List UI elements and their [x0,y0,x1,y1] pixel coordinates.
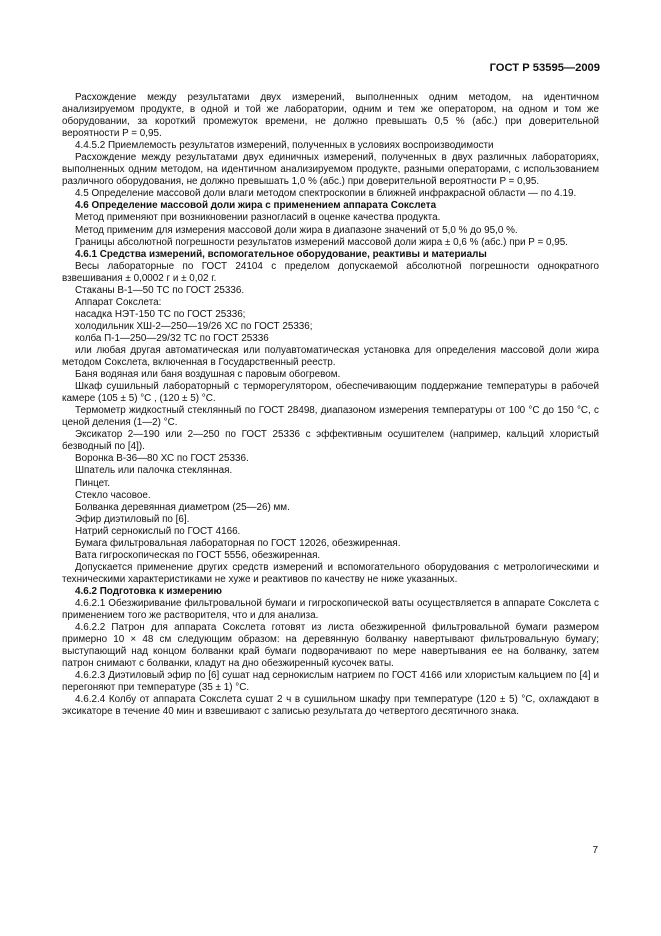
list-item-funnel: Воронка В-36—80 ХС по ГОСТ 25336. [75,453,249,465]
paragraph-repeatability: Расхождение между результатами двух измерений, выполненных одним методом, на идентичном анализируемом продукте, в одной и той же лаборатории, одним и тем же оператором, на одном и том же оборудовании, за короткий промежуток времени, не должно превышать 0,5 % (абс.) при доверительной вероятности P = 0,95. [62,92,599,140]
list-item-drying-cabinet: Шкаф сушильный лабораторный с терморегулятором, обеспечивающим поддержание температуры в рабочей камере (105 ± 5) °С , (120 ± 5) °С. [62,381,599,405]
list-item-spatula: Шпатель или палочка стеклянная. [75,465,233,477]
list-item-condenser: холодильник ХШ-2—250—19/26 ХС по ГОСТ 25336; [75,320,313,332]
paragraph-method-use: Метод применяют при возникновении разногласий в оценке качества продукта. [75,212,441,224]
section-heading-4-6: 4.6 Определение массовой доли жира с применением аппарата Сокслета [75,200,437,212]
list-item-soxhlet: Аппарат Сокслета: [75,296,162,308]
list-item-desiccator: Эксикатор 2—190 или 2—250 по ГОСТ 25336 с эффективным осушителем (например, кальций хлористый безводный по [4]). [62,429,599,453]
list-item-bath: Баня водяная или баня воздушная с паровым обогревом. [75,369,341,381]
paragraph-4-6-2-2: 4.6.2.2 Патрон для аппарата Сокслета готовят из листа обезжиренной фильтровальной бумаги размером примерно 10 × 48 см следующим образом: на деревянную болванку навертывают фильтровальную бумагу; выступающий над концом болванки край бумаги подворачивают по мере навертывания ее на болванку, затем патрон снимают с болванки, кладут на дно обезжиренный кусочек ваты. [62,622,599,670]
list-item-watch-glass: Стекло часовое. [75,489,151,501]
list-item-sodium-sulfate: Натрий сернокислый по ГОСТ 4166. [75,525,241,537]
paragraph-reproducibility: Расхождение между результатами двух единичных измерений, полученных в двух различных лабораториях, выполненных одним методом, на идентичном анализируемом продукте, разными операторами, с использованием различного оборудования, не должно превышать 1,0 % (абс.) при доверительной вероятности P = 0,95. [62,152,599,188]
paragraph-4-5: 4.5 Определение массовой доли влаги методом спектроскопии в ближней инфракрасной области — по 4.19. [75,188,577,200]
paragraph-alternatives: Допускается применение других средств измерений и вспомогательного оборудования с метрологическими и техническими характеристиками не хуже и реактивов по качеству не ниже указанных. [62,561,599,585]
document-body [62,92,599,718]
list-item-thermometer: Термометр жидкостный стеклянный по ГОСТ 28498, диапазоном измерения температуры от 100 °С до 150 °С, с ценой деления (1—2) °С. [62,405,599,429]
list-item-tweezers: Пинцет. [75,477,110,489]
list-item-wooden-blank: Болванка деревянная диаметром (25—26) мм. [75,501,290,513]
list-item-beakers: Стаканы В-1—50 ТС по ГОСТ 25336. [75,284,245,296]
paragraph-method-range: Метод применим для измерения массовой доли жира в диапазоне значений от 5,0 % до 95,0 %. [75,224,518,236]
list-item-cotton: Вата гигроскопическая по ГОСТ 5556, обезжиренная. [75,549,321,561]
list-item-nozzle: насадка НЭТ-150 ТС по ГОСТ 25336; [75,308,246,320]
section-heading-4-6-1: 4.6.1 Средства измерений, вспомогательное оборудование, реактивы и материалы [75,248,487,260]
section-heading-4-6-2: 4.6.2 Подготовка к измерению [75,585,222,597]
page-number: 7 [592,845,598,856]
paragraph-4-6-2-3: 4.6.2.3 Диэтиловый эфир по [6] сушат над сернокислым натрием по ГОСТ 4166 или хлористым кальцием по [4] и перегоняют при температуре (35 ± 1) °С. [62,670,599,694]
list-item-automatic-unit: или любая другая автоматическая или полуавтоматическая установка для определения массовой доли жира методом Сокслета, включенная в Государственный реестр. [62,344,599,369]
list-item-flask: колба П-1—250—29/32 ТС по ГОСТ 25336 [75,332,269,344]
list-item-filter-paper: Бумага фильтровальная лабораторная по ГОСТ 12026, обезжиренная. [75,537,401,549]
list-item-scales: Весы лабораторные по ГОСТ 24104 с пределом допускаемой абсолютной погрешности однократного взвешивания ± 0,0002 г и ± 0,02 г. [62,260,599,284]
paragraph-4-6-2-1: 4.6.2.1 Обезжиривание фильтровальной бумаги и гигроскопической ваты осуществляется в аппарате Сокслета с применением того же растворителя, что и для анализа. [62,597,599,622]
paragraph-reproducibility-heading: 4.4.5.2 Приемлемость результатов измерений, полученных в условиях воспроизводимости [75,140,494,152]
paragraph-error-limits: Границы абсолютной погрешности результатов измерений массовой доли жира ± 0,6 % (абс.) при P = 0,95. [75,236,568,248]
standard-header: ГОСТ Р 53595—2009 [489,62,600,74]
paragraph-4-6-2-4: 4.6.2.4 Колбу от аппарата Сокслета сушат 2 ч в сушильном шкафу при температуре (120 ± 5) °С, охлаждают в эксикаторе в течение 40 мин и взвешивают с записью результата до четвертого десятичного знака. [62,694,599,718]
list-item-ether: Эфир диэтиловый по [6]. [75,513,190,525]
